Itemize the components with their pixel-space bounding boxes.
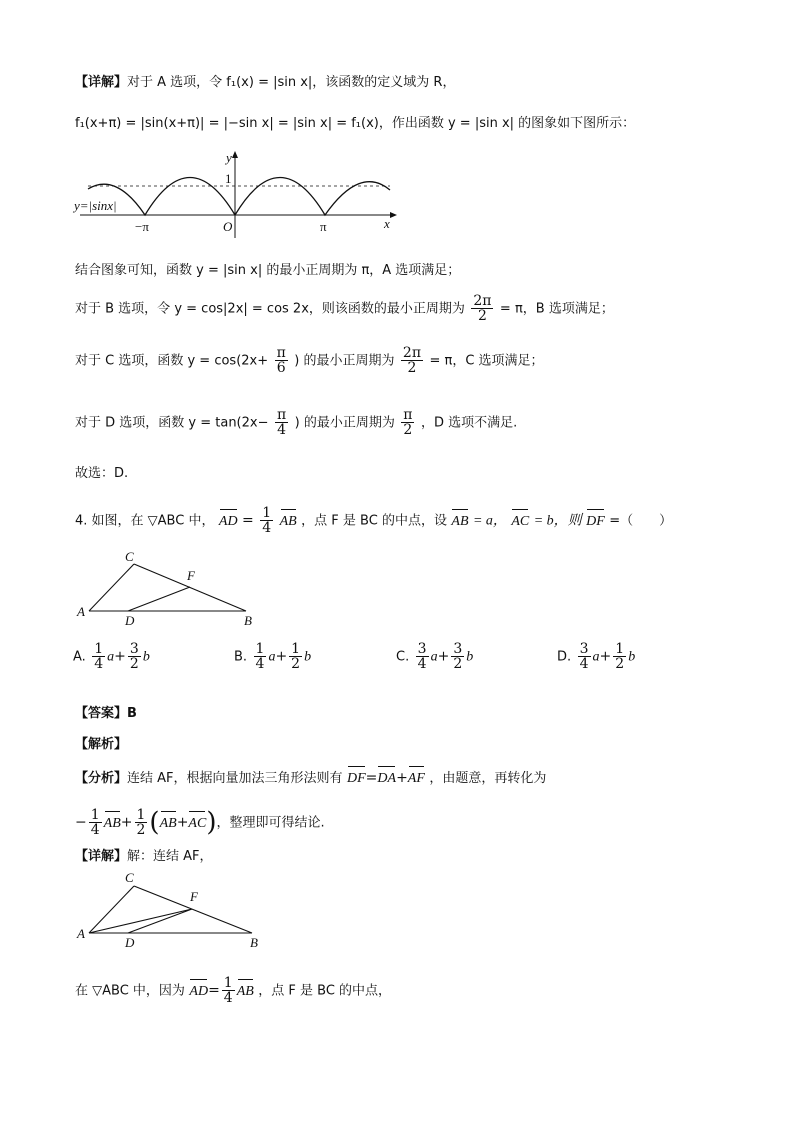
choice-d-coef2-den: 2 <box>615 656 625 672</box>
option-d-frac2-den: 2 <box>403 422 413 438</box>
tri2-seg-df <box>128 909 192 933</box>
q4-vec-ac: AC <box>511 512 529 532</box>
final-eq: = <box>208 982 220 999</box>
final-fraction <box>222 976 235 1005</box>
final-text-2: ，点 F 是 BC 的中点， <box>258 983 392 999</box>
choice-a-coef2 <box>128 642 141 671</box>
choice-a-letter: A. <box>73 649 86 665</box>
choice-c-coef2-num: 3 <box>453 641 463 657</box>
fenxi-l2-vec-ab: AB <box>104 814 121 834</box>
tri1-label-f: F <box>187 568 195 583</box>
choice-d-coef2 <box>613 642 626 671</box>
tri1-label-d: D <box>125 613 135 628</box>
fenxi-l2-plus: + <box>120 814 133 831</box>
fenxi-l2-frac1-den: 4 <box>90 822 100 838</box>
fenxi-vec-af: AF <box>408 769 425 789</box>
option-b-frac-den: 2 <box>477 308 487 324</box>
option-c-text-3: = π，C 选项满足； <box>429 353 544 369</box>
graph-origin-label: O <box>223 219 233 234</box>
choose-line <box>75 463 128 484</box>
option-c-line <box>75 346 544 375</box>
q4-fraction <box>260 506 273 535</box>
fenxi-text-2: ，由题意，再转化为 <box>429 771 547 786</box>
choice-d-var1: a <box>592 649 600 665</box>
triangle-figure-1 <box>74 548 274 628</box>
q4-text-3: =（ ） <box>609 513 673 529</box>
detail-a-text: 对于 A 选项，令 f₁(x) = |sin x|，该函数的定义域为 R， <box>127 75 456 90</box>
detail-label: 【详解】 <box>75 75 128 90</box>
fenxi-plus: + <box>396 770 408 786</box>
analysis-text: 【解析】 <box>75 737 128 752</box>
fenxi-l2-frac1-num: 1 <box>90 807 100 823</box>
fenxi-l2-text: ，整理即可得结论. <box>216 815 325 831</box>
option-d-fraction <box>275 408 288 437</box>
choice-a-coef2-num: 3 <box>129 641 139 657</box>
q4-text-1: 4. 如图，在 ▽ABC 中， <box>75 513 215 529</box>
option-d-frac-num: π <box>276 407 287 423</box>
option-b-fraction <box>471 294 493 323</box>
question-4-line <box>75 506 672 535</box>
final-line <box>75 976 391 1005</box>
choice-b-coef1-den: 4 <box>255 656 265 672</box>
choice-d-var2: b <box>628 649 636 665</box>
conclusion-a-line <box>75 260 460 281</box>
option-c-text-1: 对于 C 选项，函数 y = cos(2x+ <box>75 353 269 369</box>
choice-c-coef1 <box>416 642 429 671</box>
option-d-text-2: ) 的最小正周期为 <box>294 415 395 431</box>
choice-c-coef2-den: 2 <box>453 656 463 672</box>
fenxi-vec-df: DF <box>347 769 366 789</box>
fenxi-line-2 <box>75 808 325 837</box>
graph-func-label: y=|sinx| <box>74 198 117 213</box>
graph-y-arrow <box>232 151 238 158</box>
fenxi-label: 【分析】 <box>75 771 128 786</box>
q4-vec-ab: AB <box>280 512 297 532</box>
choice-c-var2: b <box>466 649 474 665</box>
choice-a-coef2-den: 2 <box>129 656 139 672</box>
tri1-side-ac <box>89 564 134 611</box>
tri2-label-c: C <box>125 870 134 885</box>
final-vec-ad: AD <box>189 982 208 1002</box>
fenxi-l2-minus: − <box>75 814 87 831</box>
fenxi-l2-vec-ac: AC <box>188 814 206 834</box>
q4-vec-df: DF <box>586 512 605 532</box>
option-b-text-2: = π，B 选项满足； <box>499 301 614 317</box>
fenxi-line-1 <box>75 768 546 789</box>
choice-b-coef2-num: 1 <box>291 641 301 657</box>
final-text-1: 在 ▽ABC 中，因为 <box>75 983 185 999</box>
option-d-frac-den: 4 <box>277 422 287 438</box>
choice-c[interactable]: C. $\frac{3}{4}$ a+ $\frac{3}{2}$ b <box>396 641 474 672</box>
answer-text: 【答案】B <box>75 706 137 721</box>
choice-a[interactable]: A. $\frac{1}{4}$ a+ $\frac{3}{2}$ b <box>73 641 150 672</box>
fenxi-l2-frac2-den: 2 <box>136 822 146 838</box>
option-b-frac-num: 2π <box>473 293 492 309</box>
choice-b-coef1 <box>254 642 267 671</box>
q4-vec-ad: AD <box>219 512 238 532</box>
choice-b[interactable]: B. $\frac{1}{4}$ a+ $\frac{1}{2}$ b <box>234 641 312 672</box>
choose-text: 故选：D. <box>75 466 129 481</box>
graph-one-label: 1 <box>225 171 232 186</box>
tri1-seg-df <box>128 587 190 611</box>
q4-vec-ab-2: AB <box>451 512 468 532</box>
fenxi-vec-da: DA <box>377 769 396 789</box>
choice-c-coef2 <box>451 642 464 671</box>
xiangjie-text: 解：连结 AF， <box>127 849 213 864</box>
option-c-frac-den: 6 <box>276 360 286 376</box>
tri2-label-a: A <box>77 926 85 941</box>
option-b-line <box>75 294 614 323</box>
conclusion-a-text: 结合图象可知，函数 y = |sin x| 的最小正周期为 π，A 选项满足； <box>75 263 461 278</box>
final-frac-den: 4 <box>223 990 233 1006</box>
option-d-line <box>75 408 517 437</box>
fenxi-l2-frac2 <box>135 808 148 837</box>
fenxi-l2-vec-ab-2: AB <box>160 814 177 834</box>
answer-line <box>75 703 137 724</box>
choice-d-coef2-num: 1 <box>615 641 625 657</box>
option-c-text-2: ) 的最小正周期为 <box>294 353 395 369</box>
graph-pi-label: π <box>320 219 327 234</box>
graph-x-label: x <box>384 216 390 231</box>
choice-a-coef1 <box>92 642 105 671</box>
tri2-label-b: B <box>250 935 258 948</box>
graph-x-arrow <box>390 212 397 218</box>
option-c-fraction-2 <box>401 346 423 375</box>
choice-b-var1: a <box>268 649 276 665</box>
tri2-label-d: D <box>125 935 135 948</box>
tri2-seg-af <box>89 909 192 933</box>
choice-c-coef1-den: 4 <box>417 656 427 672</box>
final-frac-num: 1 <box>223 975 233 991</box>
choice-a-coef1-num: 1 <box>94 641 104 657</box>
xiangjie-label: 【详解】 <box>75 849 128 864</box>
fenxi-l2-plus-2: + <box>176 814 189 831</box>
option-c-frac2-den: 2 <box>407 360 417 376</box>
xiangjie-line <box>75 846 213 867</box>
final-vec-ab: AB <box>237 982 254 1002</box>
option-d-fraction-2 <box>401 408 414 437</box>
tri1-label-c: C <box>125 549 134 564</box>
choice-d-coef1 <box>578 642 591 671</box>
choice-c-letter: C. <box>396 649 410 665</box>
option-c-fraction <box>275 346 288 375</box>
detail-a-line <box>75 72 455 93</box>
option-d-text-3: ，D 选项不满足. <box>420 415 518 431</box>
choice-b-coef2-den: 2 <box>291 656 301 672</box>
fenxi-l2-rparen: ) <box>206 807 217 838</box>
choice-d-coef1-den: 4 <box>579 656 589 672</box>
choice-c-var1: a <box>430 649 438 665</box>
fenxi-l2-frac1 <box>89 808 102 837</box>
tri1-label-a: A <box>77 604 85 619</box>
choice-d-coef1-num: 3 <box>579 641 589 657</box>
graph-y-label: y <box>226 150 232 165</box>
q4-eq-a: = a， <box>472 513 507 529</box>
analysis-line <box>75 734 127 755</box>
choice-a-var2: b <box>142 649 150 665</box>
option-b-text-1: 对于 B 选项，令 y = cos|2x| = cos 2x，则该函数的最小正周期为 <box>75 301 465 317</box>
q4-text-2: ，点 F 是 BC 的中点，设 <box>301 513 447 529</box>
choice-b-letter: B. <box>234 649 248 665</box>
fenxi-eq: = <box>365 770 378 786</box>
option-c-frac-num: π <box>276 345 286 361</box>
graph-curve <box>88 178 390 216</box>
fenxi-l2-frac2-num: 1 <box>136 807 146 823</box>
triangle-figure-2 <box>74 868 274 948</box>
tri2-side-ac <box>89 886 134 933</box>
graph-neg-pi-label: −π <box>135 219 149 234</box>
option-d-text-1: 对于 D 选项，函数 y = tan(2x− <box>75 415 269 431</box>
choice-b-var2: b <box>304 649 312 665</box>
detail-a-line2 <box>75 113 635 134</box>
choice-a-coef1-den: 4 <box>94 656 104 672</box>
q4-frac-den: 4 <box>262 520 272 536</box>
choice-b-coef1-num: 1 <box>255 641 265 657</box>
tri2-label-f: F <box>190 889 198 904</box>
abs-sin-graph <box>70 150 400 240</box>
q4-eq-b: = b，则 <box>533 513 582 529</box>
tri1-label-b: B <box>244 613 252 628</box>
q4-eq: = <box>242 512 254 529</box>
choice-d-letter: D. <box>557 649 572 665</box>
option-c-frac2-num: 2π <box>402 345 422 361</box>
choice-d[interactable]: D. $\frac{3}{4}$ a+ $\frac{1}{2}$ b <box>557 641 636 672</box>
fenxi-text-1: 连结 AF，根据向量加法三角形法则有 <box>127 771 343 786</box>
detail-a-line2-text: f₁(x+π) = |sin(x+π)| = |−sin x| = |sin x| = f₁(x)，作出函数 y = |sin x| 的图象如下图所示： <box>75 116 636 131</box>
choice-a-var1: a <box>107 649 115 665</box>
choice-c-coef1-num: 3 <box>417 641 427 657</box>
fenxi-l2-lparen: ( <box>149 807 160 838</box>
choice-b-coef2 <box>289 642 302 671</box>
q4-frac-num: 1 <box>262 505 272 521</box>
option-d-frac2-num: π <box>403 407 413 423</box>
